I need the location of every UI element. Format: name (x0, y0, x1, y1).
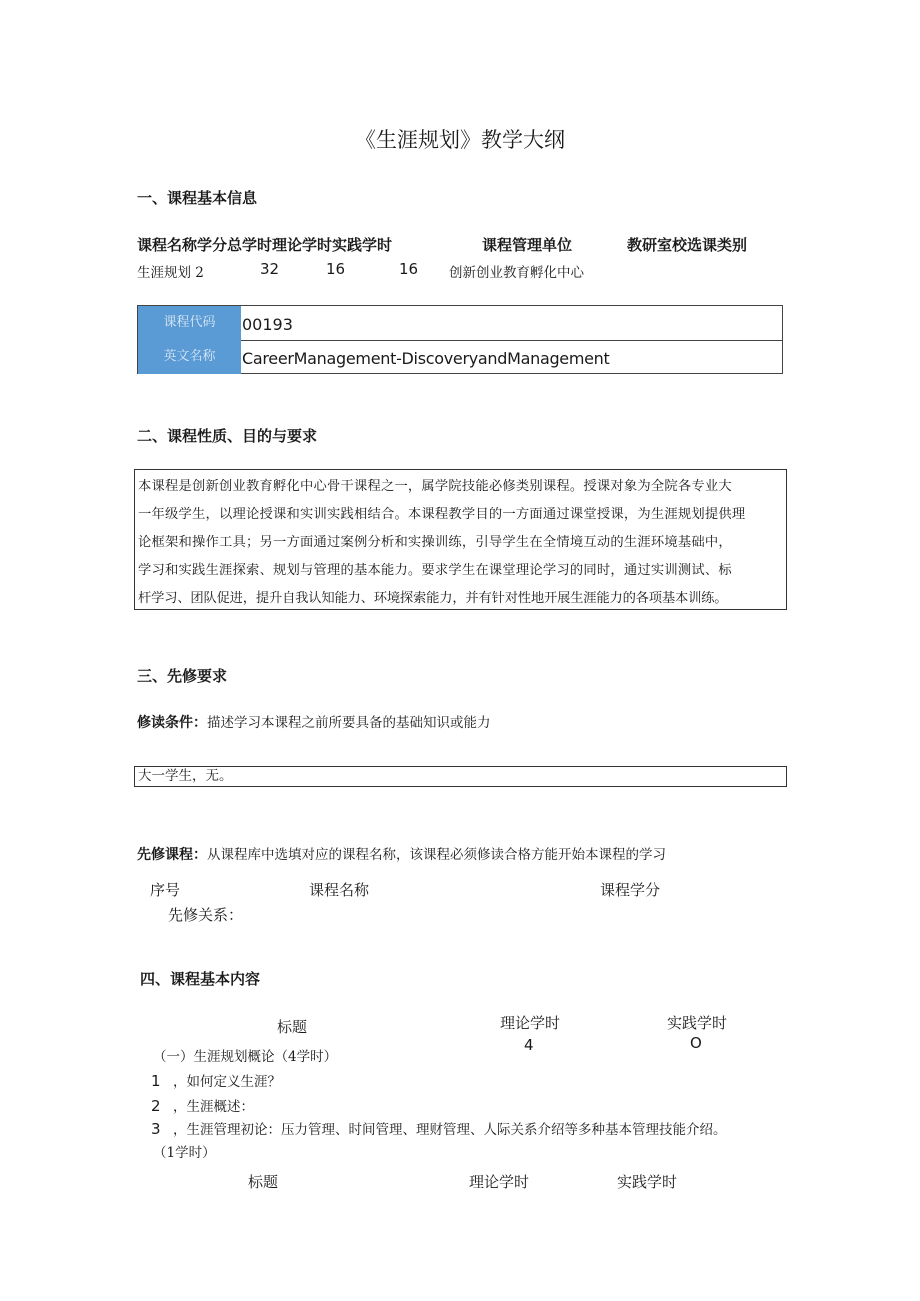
description-line: 一年级学生，以理论授课和实训实践相结合。本课程教学目的一方面通过课堂授课，为生涯规划提供理 (138, 507, 746, 522)
code-value: 00193 (242, 315, 293, 334)
english-name-label: 英文名称 (138, 340, 241, 374)
description-line: 论框架和操作工具；另一方面通过案例分析和实操训练，引导学生在全情境互动的生涯环境基础中， (138, 535, 732, 550)
unit1-title: （一）生涯规划概论（4学时） (153, 1049, 338, 1065)
info-header-tail: 教研室校选课类别 (627, 236, 748, 254)
prerequisite-courses (137, 843, 666, 864)
col-title: 标题 (277, 1018, 308, 1036)
prereq-description: 从课程库中选填对应的课程名称，该课程必须修读合格方能开始本课程的学习 (207, 847, 666, 863)
section3-heading: 三、先修要求 (137, 667, 228, 685)
page-title: 《生涯规划》教学大纲 (355, 128, 565, 152)
unit1-practice: O (690, 1034, 702, 1052)
info-headers-left: 课程名称学分总学时理论学时实践学时 (137, 236, 393, 254)
item-text: ，生涯管理初论：压力管理、时间管理、理财管理、人际关系介绍等多种基本管理技能介绍。 (173, 1122, 727, 1138)
col-title-2: 标题 (248, 1173, 279, 1191)
prereq-label: 先修课程： (137, 847, 207, 863)
theory-hours: 16 (326, 260, 346, 278)
management-unit: 创新创业教育孵化中心 (449, 265, 584, 281)
english-name-row (138, 340, 782, 374)
item-number: 3 (151, 1120, 161, 1138)
practice-hours: 16 (399, 260, 419, 278)
section4-heading: 四、课程基本内容 (140, 970, 261, 988)
code-row (138, 306, 782, 341)
unit1-theory: 4 (524, 1036, 534, 1054)
content-item (151, 1070, 281, 1090)
col-theory-hours: 理论学时 (500, 1014, 561, 1032)
col-theory-hours-2: 理论学时 (469, 1173, 530, 1191)
section2-heading: 二、课程性质、目的与要求 (137, 427, 318, 445)
content-item (151, 1118, 727, 1138)
col-practice-hours-2: 实践学时 (617, 1173, 678, 1191)
item-text: ，生涯概述： (173, 1099, 254, 1115)
col-course-name: 课程名称 (309, 881, 370, 899)
section1-heading: 一、课程基本信息 (137, 189, 258, 207)
condition-value-box (134, 766, 787, 787)
item-number: 2 (151, 1097, 161, 1115)
english-name-value: CareerManagement-DiscoveryandManagement (242, 349, 610, 368)
course-description-box (134, 469, 787, 610)
course-code-table (137, 305, 783, 374)
code-label: 课程代码 (138, 306, 241, 340)
col-course-credit: 课程学分 (600, 881, 661, 899)
condition-value: 大一学生，无。 (138, 768, 233, 784)
content-item (151, 1095, 254, 1115)
prerequisite-condition (137, 711, 491, 732)
description-line: 本课程是创新创业教育孵化中心骨干课程之一，属学院技能必修类别课程。授课对象为全院各专业大 (138, 479, 732, 494)
description-line: 杆学习、团队促进，提升自我认知能力、环境探索能力，并有针对性地开展生涯能力的各项基本训练。 (138, 591, 728, 606)
condition-label: 修读条件： (137, 715, 207, 731)
info-header-unit: 课程管理单位 (482, 236, 573, 254)
item-text: ，如何定义生涯？ (173, 1074, 281, 1090)
hours-note: （1学时） (153, 1145, 216, 1161)
col-practice-hours: 实践学时 (667, 1014, 728, 1032)
item-number: 1 (151, 1072, 161, 1090)
condition-description: 描述学习本课程之前所要具备的基础知识或能力 (207, 715, 491, 731)
col-serial-no: 序号 (150, 881, 181, 899)
description-line: 学习和实践生涯探索、规划与管理的基本能力。要求学生在课堂理论学习的同时，通过实训测试、标 (138, 563, 732, 578)
total-hours: 32 (260, 260, 280, 278)
course-name-credit: 生涯规划 2 (137, 265, 204, 281)
prereq-relation: 先修关系： (168, 906, 244, 924)
